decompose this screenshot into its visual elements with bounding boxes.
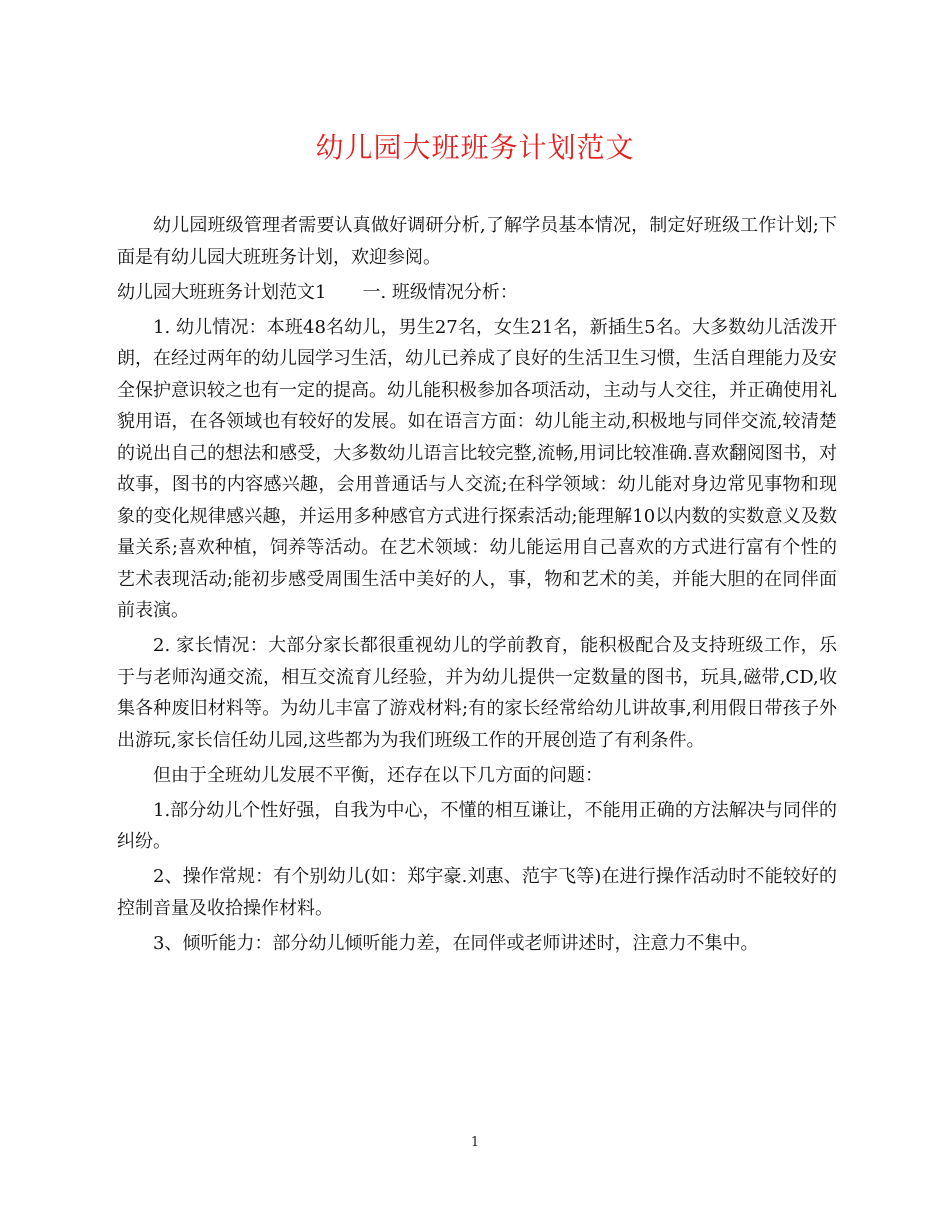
parents-situation-paragraph: 2. 家长情况：大部分家长都很重视幼儿的学前教育，能积极配合及支持班级工作，乐于与老师沟通交流，相互交流育儿经验，并为幼儿提供一定数量的图书，玩具,磁带,CD,收集各种废旧材料等。为幼儿丰富了游戏材料;有的家长经常给幼儿讲故事,利用假日带孩子外出游玩,家长信任幼儿园,这些都为为我们班级工作的开展创造了有利条件。: [117, 635, 837, 751]
intro-paragraph: 幼儿园班级管理者需要认真做好调研分析,了解学员基本情况，制定好班级工作计划;下面是有幼儿园大班班务计划，欢迎参阅。: [117, 215, 837, 268]
children-situation-paragraph: 1. 幼儿情况：本班48名幼儿，男生27名，女生21名，新插生5名。大多数幼儿活泼开朗，在经过两年的幼儿园学习生活，幼儿已养成了良好的生活卫生习惯，生活自理能力及安全保护意识较之也有一定的提高。幼儿能积极参加各项活动，主动与人交往，并正确使用礼貌用语，在各领域也有较好的发展。如在语言方面：幼儿能主动,积极地与同伴交流,较清楚的说出自己的想法和感受，大多数幼儿语言比较完整,流畅,用词比较准确.喜欢翻阅图书，对故事，图书的内容感兴趣，会用普通话与人交流;在科学领域：幼儿能对身边常见事物和现象的变化规律感兴趣，并运用多种感官方式进行探索活动;能理解10以内数的实数意义及数量关系;喜欢种植，饲养等活动。在艺术领域：幼儿能运用自己喜欢的方式进行富有个性的艺术表现活动;能初步感受周围生活中美好的人，事，物和艺术的美，并能大胆的在同伴面前表演。: [117, 316, 837, 621]
problem-item-1: 1.部分幼儿个性好强，自我为中心，不懂的相互谦让，不能用正确的方法解决与同伴的纠纷。: [117, 799, 837, 852]
document-body: [117, 210, 837, 959]
document-title: 幼儿园大班班务计划范文: [315, 131, 635, 164]
problems-intro-paragraph: 但由于全班幼儿发展不平衡，还存在以下几方面的问题：: [153, 764, 603, 786]
section-heading: 幼儿园大班班务计划范文1 一. 班级情况分析：: [117, 281, 518, 303]
problem-item-2: 2、操作常规：有个别幼儿(如：郑宇豪.刘惠、范宇飞等)在进行操作活动时不能较好的控制音量及收拾操作材料。: [117, 866, 837, 919]
page-number: 1: [470, 1135, 480, 1150]
problem-item-3: 3、倾听能力：部分幼儿倾听能力差，在同伴或老师讲述时，注意力不集中。: [153, 932, 759, 954]
